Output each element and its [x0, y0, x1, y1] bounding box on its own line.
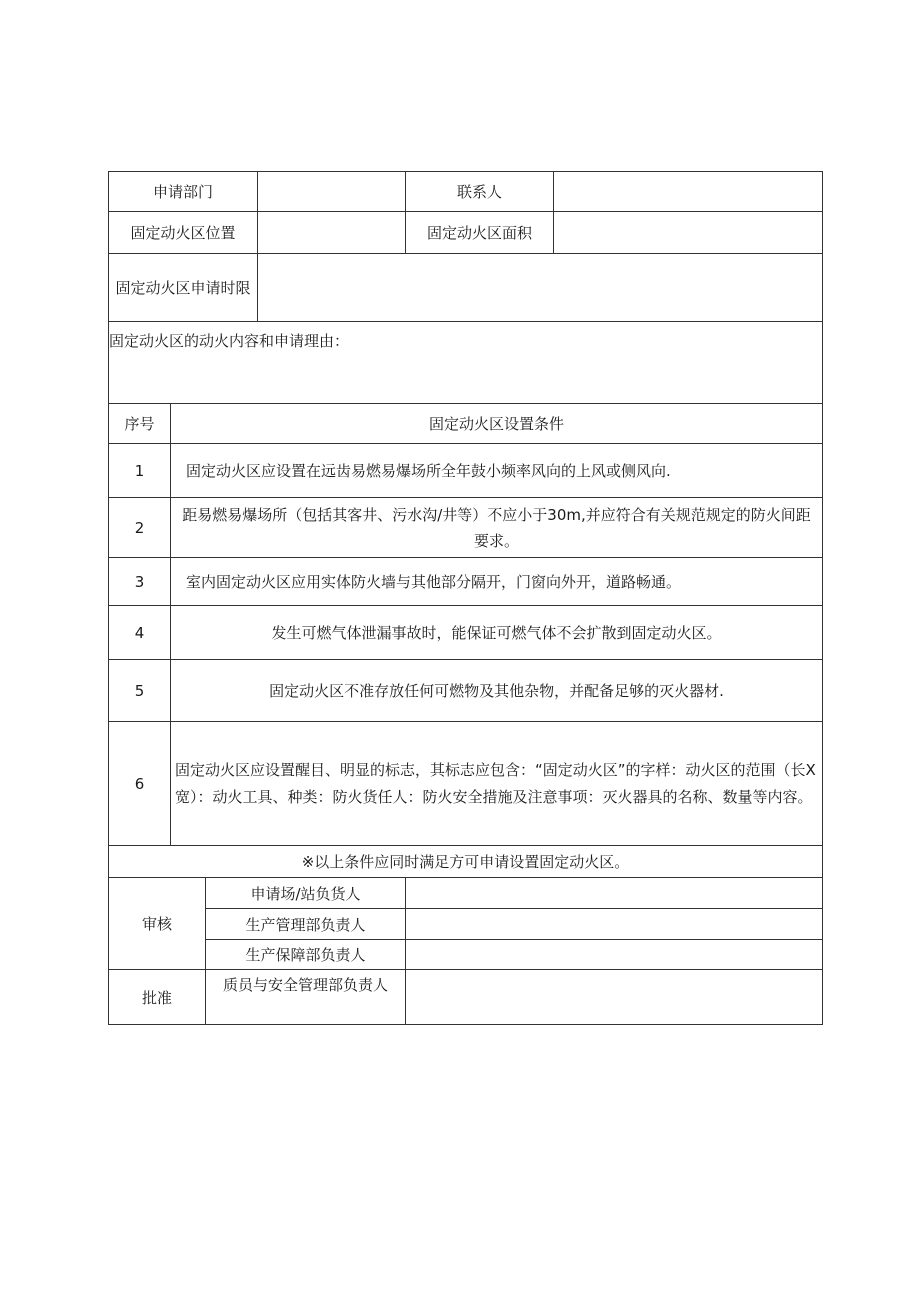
conditions-note: ※以上条件应同时满足方可申请设置固定动火区。 [109, 846, 823, 878]
approve-role: 质员与安全管理部负责人 [206, 970, 406, 1025]
condition-no: 5 [109, 660, 171, 722]
condition-no: 4 [109, 606, 171, 660]
condition-row [109, 722, 823, 846]
period-label: 固定动火区申请时限 [109, 254, 258, 322]
condition-no: 2 [109, 498, 171, 558]
approve-row [109, 970, 823, 1025]
review-signature[interactable] [406, 878, 823, 909]
review-row [109, 940, 823, 970]
condition-text: 距易燃易爆场所（包括其客井、污水沟/井等）不应小于30m,并应符合有关规范规定的防火间距要求。 [171, 498, 823, 558]
reason-label: 固定动火区的动火内容和申请理由： [109, 322, 823, 404]
condition-text: 固定动火区应设置在远齿易燃易爆场所全年鼓小频率风向的上风或侧风向. [171, 444, 823, 498]
condition-text: 发生可燃气体泄漏事故时，能保证可燃气体不会扩散到固定动火区。 [171, 606, 823, 660]
condition-no: 6 [109, 722, 171, 846]
condition-row [109, 498, 823, 558]
location-value[interactable] [258, 212, 406, 254]
condition-no: 3 [109, 558, 171, 606]
condition-row [109, 660, 823, 722]
area-label: 固定动火区面积 [406, 212, 554, 254]
approve-signature[interactable] [406, 970, 823, 1025]
review-role: 生产保障部负责人 [206, 940, 406, 970]
contact-label: 联系人 [406, 172, 554, 212]
row-location-area [109, 212, 823, 254]
review-signature[interactable] [406, 909, 823, 940]
conditions-header [109, 404, 823, 444]
header-no: 序号 [109, 404, 171, 444]
condition-text: 室内固定动火区应用实体防火墙与其他部分隔开，门窗向外开，道路畅通。 [171, 558, 823, 606]
row-dept-contact [109, 172, 823, 212]
contact-value[interactable] [554, 172, 823, 212]
dept-value[interactable] [258, 172, 406, 212]
fire-zone-application-form [108, 171, 822, 1025]
row-note [109, 846, 823, 878]
condition-text: 固定动火区不准存放任何可燃物及其他杂物，并配备足够的灭火器材. [171, 660, 823, 722]
approve-label: 批准 [109, 970, 206, 1025]
area-value[interactable] [554, 212, 823, 254]
review-role: 申请场/站负货人 [206, 878, 406, 909]
header-title: 固定动火区设置条件 [171, 404, 823, 444]
condition-text: 固定动火区应设置醒目、明显的标志，其标志应包含：“固定动火区”的字样：动火区的范围（长X宽）：动火工具、种类：防火货任人：防火安全措施及注意事项：灭火器具的名称、数量等内容。 [171, 722, 823, 846]
review-row [109, 909, 823, 940]
dept-label: 申请部门 [109, 172, 258, 212]
condition-row [109, 558, 823, 606]
review-row [109, 878, 823, 909]
application-table [108, 171, 823, 1025]
row-reason [109, 322, 823, 404]
review-label: 审核 [109, 878, 206, 970]
period-value[interactable] [258, 254, 823, 322]
condition-row [109, 444, 823, 498]
condition-row [109, 606, 823, 660]
location-label: 固定动火区位置 [109, 212, 258, 254]
review-signature[interactable] [406, 940, 823, 970]
condition-no: 1 [109, 444, 171, 498]
review-role: 生产管理部负责人 [206, 909, 406, 940]
row-period [109, 254, 823, 322]
